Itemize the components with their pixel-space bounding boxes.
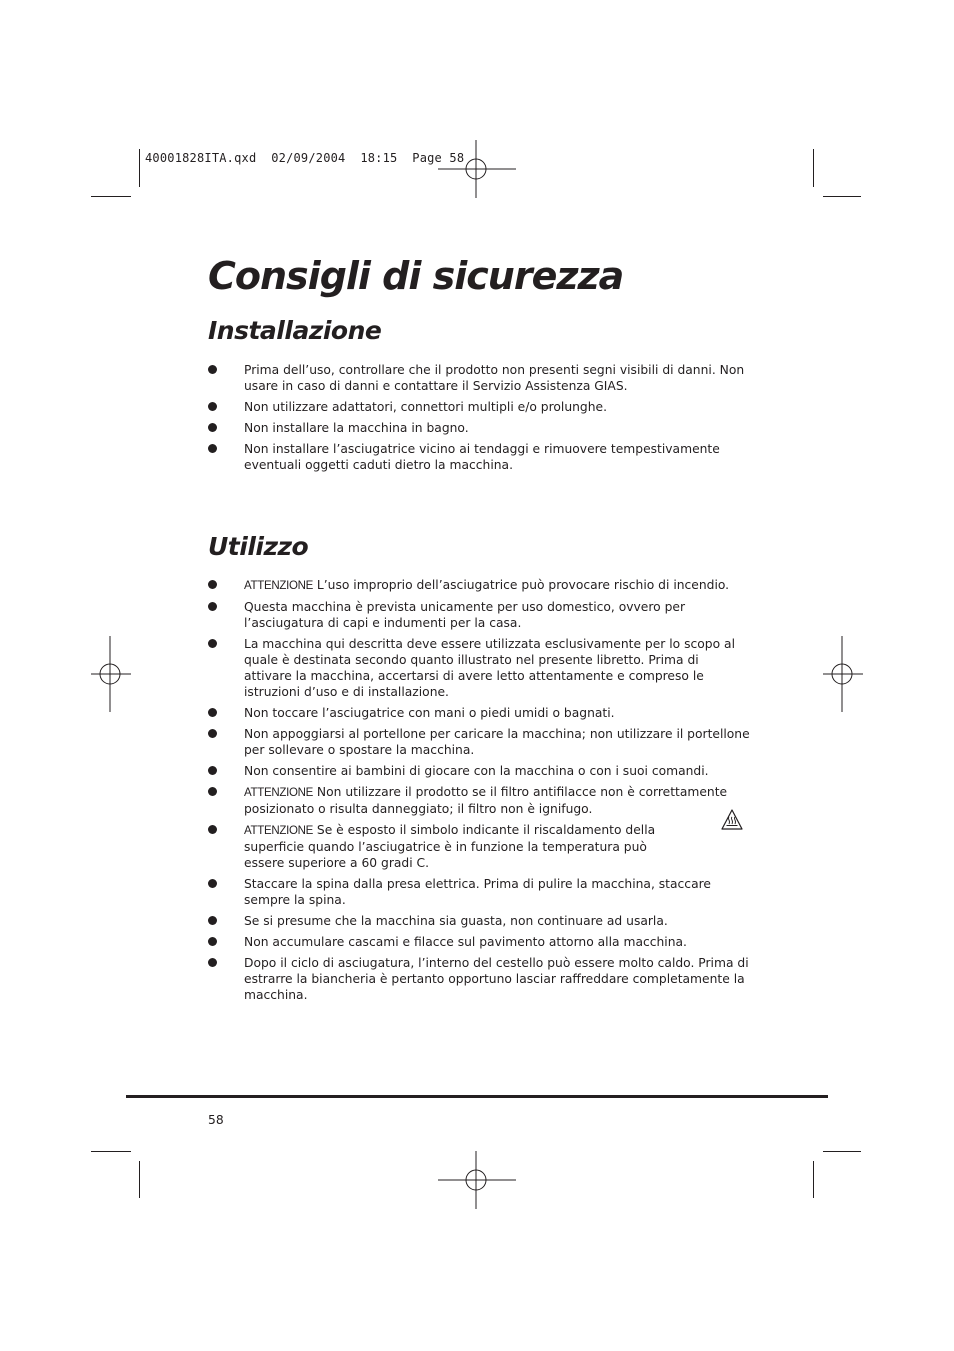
- section-heading-utilizzo: Utilizzo: [208, 532, 309, 561]
- list-item: [205, 705, 750, 721]
- list-item: [205, 822, 750, 871]
- bullet-icon: [208, 879, 217, 888]
- registration-mark-icon: [823, 636, 863, 712]
- bullet-icon: [208, 365, 217, 374]
- page-title: Consigli di sicurezza: [208, 254, 624, 298]
- bullet-icon: [208, 729, 217, 738]
- crop-mark: [813, 149, 814, 187]
- crop-mark: [139, 149, 140, 187]
- footer-rule: [126, 1095, 828, 1098]
- list-item-text: Non appoggiarsi al portellone per caricare la macchina; non utilizzare il portellone per sollevare o spostare la macchina.: [244, 727, 750, 757]
- utilizzo-list: [205, 577, 750, 1008]
- list-item-text: La macchina qui descritta deve essere utilizzata esclusivamente per lo scopo al quale è destinata secondo quanto illustrato nel presente libretto. Prima di attivare la macchina, accertarsi di avere letto attentamente e compreso le istruzioni d’uso e di installazione.: [244, 637, 735, 699]
- bullet-icon: [208, 423, 217, 432]
- list-item-text: Se è esposto il simbolo indicante il riscaldamento della superficie quando l’asciugatrice è in funzione la temperatura può essere superiore a 60 gradi C.: [244, 823, 656, 870]
- attention-label: ATTENZIONE: [244, 580, 313, 592]
- crop-mark: [91, 196, 131, 197]
- hot-surface-warning-icon: [721, 809, 743, 831]
- bullet-icon: [208, 766, 217, 775]
- list-item: [205, 876, 750, 908]
- bullet-icon: [208, 958, 217, 967]
- attention-label: ATTENZIONE: [244, 787, 313, 799]
- crop-mark: [823, 196, 861, 197]
- list-item-text: Non utilizzare adattatori, connettori multipli e/o prolunghe.: [244, 400, 607, 414]
- crop-mark: [139, 1161, 140, 1198]
- registration-mark-icon: [438, 1151, 516, 1209]
- list-item-text: Non utilizzare il prodotto se il filtro antifilacce non è correttamente posizionato o risulta danneggiato; il filtro non è ignifugo.: [244, 785, 728, 816]
- registration-mark-icon: [91, 636, 131, 712]
- list-item-text: Se si presume che la macchina sia guasta, non continuare ad usarla.: [244, 914, 668, 928]
- page-number: 58: [208, 1113, 224, 1127]
- list-item: [205, 420, 750, 436]
- list-item: [205, 362, 750, 394]
- list-item: [205, 913, 750, 929]
- bullet-icon: [208, 580, 217, 589]
- list-item: [205, 763, 750, 779]
- crop-mark: [823, 1151, 861, 1152]
- list-item-text: Non installare l’asciugatrice vicino ai tendaggi e rimuovere tempestivamente eventuali oggetti caduti dietro la macchina.: [244, 442, 720, 472]
- bullet-icon: [208, 639, 217, 648]
- list-item: [205, 441, 750, 473]
- registration-mark-icon: [438, 140, 516, 198]
- list-item-text: Prima dell’uso, controllare che il prodotto non presenti segni visibili di danni. Non usare in caso di danni e contattare il Servizio Assistenza GIAS.: [244, 363, 745, 393]
- list-item-text: Non consentire ai bambini di giocare con la macchina o con i suoi comandi.: [244, 764, 709, 778]
- list-item-text: Staccare la spina dalla presa elettrica. Prima di pulire la macchina, staccare sempre la spina.: [244, 877, 711, 907]
- list-item-text: Non installare la macchina in bagno.: [244, 421, 469, 435]
- print-slug: 40001828ITA.qxd 02/09/2004 18:15 Page 58: [145, 151, 465, 165]
- list-item: [205, 577, 750, 594]
- bullet-icon: [208, 916, 217, 925]
- list-item: [205, 934, 750, 950]
- list-item-text: Non toccare l’asciugatrice con mani o piedi umidi o bagnati.: [244, 706, 615, 720]
- bullet-icon: [208, 708, 217, 717]
- bullet-icon: [208, 602, 217, 611]
- list-item-text: Dopo il ciclo di asciugatura, l’interno del cestello può essere molto caldo. Prima di estrarre la biancheria è pertanto opportuno lasciar raffreddare completamente la macchina.: [244, 956, 749, 1002]
- crop-mark: [91, 1151, 131, 1152]
- bullet-icon: [208, 787, 217, 796]
- bullet-icon: [208, 402, 217, 411]
- list-item-text: Questa macchina è prevista unicamente per uso domestico, ovvero per l’asciugatura di capi e indumenti per la casa.: [244, 600, 686, 630]
- list-item-text: L’uso improprio dell’asciugatrice può provocare rischio di incendio.: [312, 578, 730, 592]
- list-item: [205, 599, 750, 631]
- attention-label: ATTENZIONE: [244, 825, 313, 837]
- list-item: [205, 636, 750, 700]
- crop-mark: [813, 1161, 814, 1198]
- bullet-icon: [208, 444, 217, 453]
- list-item: [205, 726, 750, 758]
- list-item: [205, 784, 750, 817]
- list-item: [205, 955, 750, 1003]
- bullet-icon: [208, 937, 217, 946]
- bullet-icon: [208, 825, 217, 834]
- list-item-text: Non accumulare cascami e filacce sul pavimento attorno alla macchina.: [244, 935, 687, 949]
- list-item: [205, 399, 750, 415]
- section-heading-installazione: Installazione: [208, 316, 382, 345]
- installazione-list: [205, 362, 750, 478]
